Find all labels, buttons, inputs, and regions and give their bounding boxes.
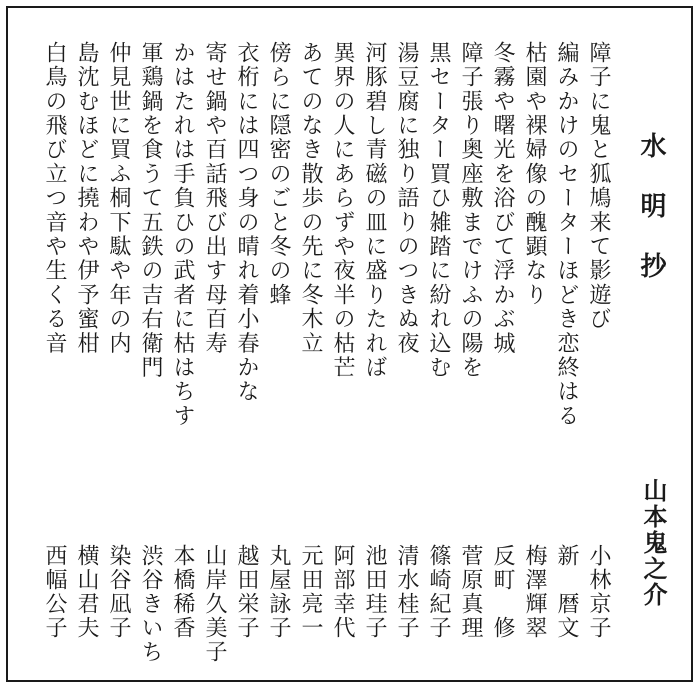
member-name: 清水桂子	[394, 544, 419, 640]
page-frame	[6, 6, 693, 682]
author-name: 山本鬼之介	[639, 478, 667, 608]
haiku-line: 冬霧や曙光を浴びて浮かぶ城	[490, 41, 515, 356]
member-name: 染谷凪子	[106, 544, 131, 640]
member-name: 菅原真理	[458, 544, 483, 640]
haiku-line: 編みかけのセーターほどき恋終はる	[554, 41, 579, 429]
haiku-line: 障子張り奥座敷までけふの陽を	[458, 41, 483, 380]
haiku-line: 寄せ鍋や百話飛び出す母百寿	[202, 41, 227, 356]
member-name: 越田栄子	[234, 544, 259, 640]
member-name: 阿部幸代	[330, 544, 355, 640]
haiku-line: 黒セーター買ひ雑踏に紛れ込む	[426, 41, 451, 380]
haiku-line: 傍らに隠密のごと冬の蜂	[266, 41, 291, 308]
haiku-line: 島沈むほどに撓わや伊予蜜柑	[74, 41, 99, 356]
member-name: 西幅公子	[42, 544, 67, 640]
haiku-line: 白鳥の飛び立つ音や生くる音	[42, 41, 67, 356]
member-name: 新 暦文	[554, 544, 579, 640]
haiku-line: あてのなき散歩の先に冬木立	[298, 41, 323, 356]
member-name: 丸屋詠子	[266, 544, 291, 640]
haiku-line: 河豚碧し青磁の皿に盛りたれば	[362, 41, 387, 380]
haiku-line: 衣桁には四つ身の晴れ着小春かな	[234, 41, 259, 404]
member-name: 梅澤輝翠	[522, 544, 547, 640]
member-name: 山岸久美子	[202, 544, 227, 664]
member-name: 渋谷きいち	[138, 544, 163, 664]
haiku-line: 軍鶏鍋を食うて五鉄の吉右衛門	[138, 41, 163, 380]
haiku-line: 湯豆腐に独り語りのつきぬ夜	[394, 41, 419, 356]
member-name: 本橋稀香	[170, 544, 195, 640]
member-name: 反町 修	[490, 544, 515, 640]
haiku-line: 異界の人にあらずや夜半の枯芒	[330, 41, 355, 380]
member-name: 篠崎紀子	[426, 544, 451, 640]
haiku-line: かはたれは手負ひの武者に枯はちす	[170, 41, 195, 429]
member-name: 元田亮一	[298, 544, 323, 640]
haiku-line: 障子に鬼と狐鳩来て影遊び	[586, 41, 611, 332]
member-name: 池田珪子	[362, 544, 387, 640]
haiku-line: 仲見世に買ふ桐下駄や年の内	[106, 41, 131, 356]
member-name: 横山君夫	[74, 544, 99, 640]
member-name: 小林京子	[586, 544, 611, 640]
page-title: 水明抄	[636, 132, 666, 312]
haiku-line: 枯園や裸婦像の醜顕なり	[522, 41, 547, 308]
